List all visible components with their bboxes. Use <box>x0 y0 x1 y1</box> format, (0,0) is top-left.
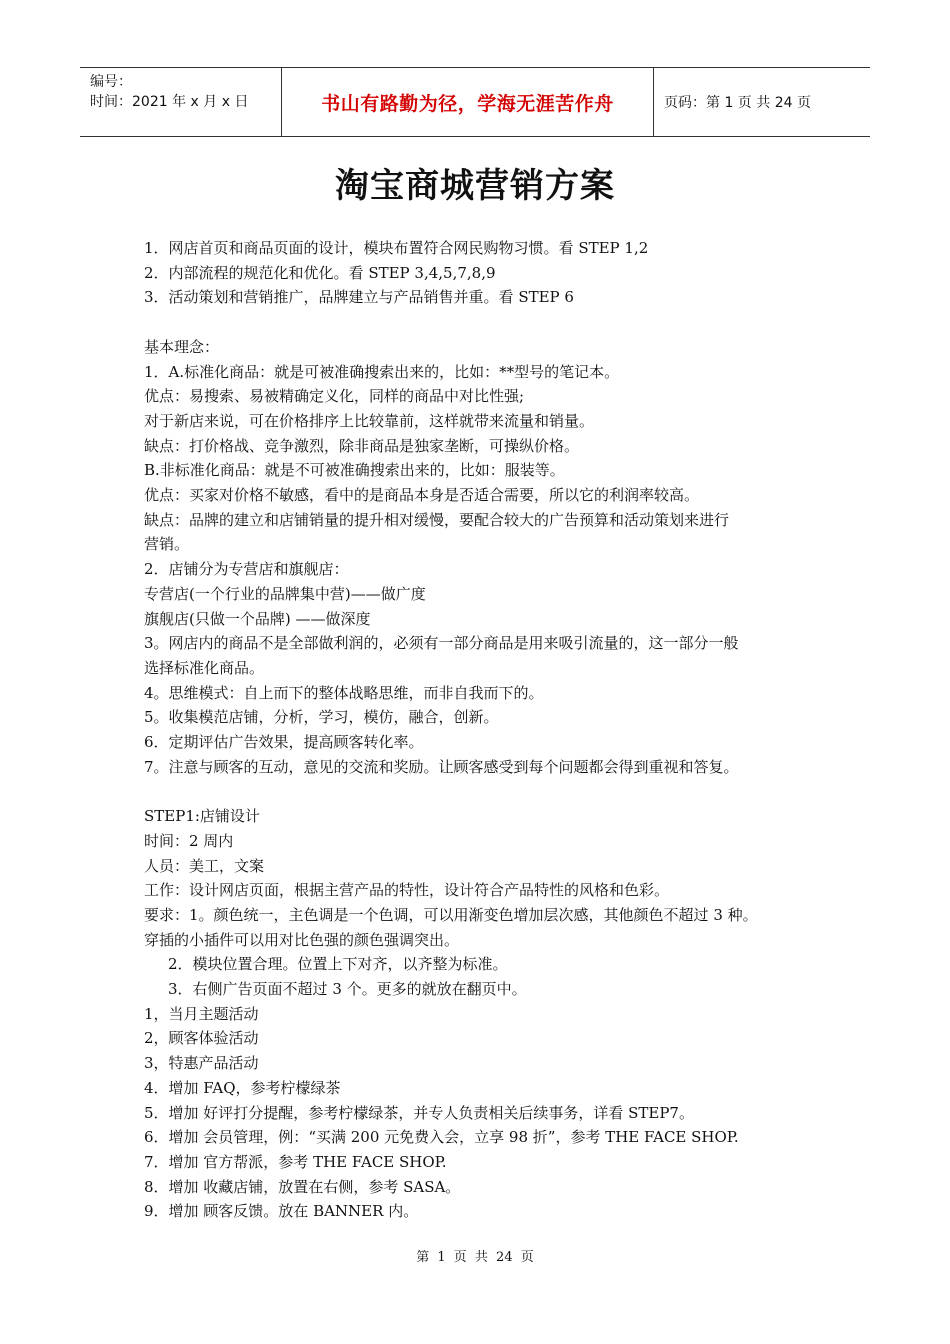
body-line: B.非标准化商品：就是不可被准确搜索出来的，比如：服装等。 <box>144 461 565 480</box>
header-page-cell <box>654 68 870 136</box>
body-line: 专营店(一个行业的品牌集中营)——做广度 <box>144 584 426 603</box>
header-slogan: 书山有路勤为径，学海无涯苦作舟 <box>321 92 614 115</box>
body-line: 7。注意与顾客的互动，意见的交流和奖励。让顾客感受到每个问题都会得到重视和答复。 <box>144 757 739 776</box>
body-line: 优点：买家对价格不敏感，看中的是商品本身是否适合需要，所以它的利润率较高。 <box>144 486 700 505</box>
document-time-label: 时间：2021 年 x 月 x 日 <box>90 94 249 110</box>
body-line: 缺点：品牌的建立和店铺销量的提升相对缓慢，要配合较大的广告预算和活动策划来进行 <box>144 510 730 529</box>
document-number-label: 编号： <box>90 74 132 90</box>
body-line: 基本理念： <box>144 337 220 356</box>
header-table <box>80 67 870 137</box>
body-line: 4．增加 FAQ，参考柠檬绿茶 <box>144 1078 341 1097</box>
body-line: 要求：1。颜色统一，主色调是一个色调，可以用渐变色增加层次感，其他颜色不超过 3 种。 <box>144 905 758 924</box>
body-line: 6．定期评估广告效果，提高顾客转化率。 <box>144 733 424 752</box>
body-line: 2．模块位置合理。位置上下对齐，以齐整为标准。 <box>168 955 508 974</box>
body-line: 营销。 <box>144 535 190 554</box>
body-line: 旗舰店(只做一个品牌) ——做深度 <box>144 609 371 628</box>
blank-line <box>144 310 824 335</box>
body-line: 穿插的小插件可以用对比色强的颜色强调突出。 <box>144 930 460 949</box>
body-line: 2．店铺分为专营店和旗舰店： <box>144 560 349 579</box>
body-line: 4。思维模式：自上而下的整体战略思维，而非自我而下的。 <box>144 683 544 702</box>
body-line: 7．增加 官方帮派，参考 THE FACE SHOP. <box>144 1152 447 1171</box>
body-line: 2，顾客体验活动 <box>144 1029 259 1048</box>
body-line: 9．增加 顾客反馈。放在 BANNER 内。 <box>144 1202 419 1221</box>
body-line: 3，特惠产品活动 <box>144 1054 259 1073</box>
blank-line <box>144 779 824 804</box>
body-line: 选择标准化商品。 <box>144 658 265 677</box>
body-line: 工作：设计网店页面，根据主营产品的特性，设计符合产品特性的风格和色彩。 <box>144 881 670 900</box>
body-line: 1．A.标准化商品：就是可被准确搜索出来的，比如：**型号的笔记本。 <box>144 362 620 381</box>
body-line: STEP1:店铺设计 <box>144 807 260 826</box>
body-line: 8．增加 收藏店铺，放置在右侧，参考 SASA。 <box>144 1177 461 1196</box>
body-line: 对于新店来说，可在价格排序上比较靠前，这样就带来流量和销量。 <box>144 411 595 430</box>
body-line: 1，当月主题活动 <box>144 1004 259 1023</box>
page-footer: 第 1 页 共 24 页 <box>416 1250 534 1265</box>
header-page-info: 页码：第 1 页 共 24 页 <box>664 95 811 111</box>
body-line: 时间：2 周内 <box>144 831 234 850</box>
body-line: 6．增加 会员管理，例：“买满 200 元免费入会，立享 98 折”，参考 THE FACE SHOP. <box>144 1128 739 1147</box>
body-line: 1．网店首页和商品页面的设计，模块布置符合网民购物习惯。看 STEP 1,2 <box>144 239 649 257</box>
body-line: 缺点：打价格战、竞争激烈，除非商品是独家垄断，可操纵价格。 <box>144 436 580 455</box>
header-slogan-cell <box>282 68 654 136</box>
body-line: 人员：美工，文案 <box>144 856 265 875</box>
header-meta-cell <box>80 68 282 136</box>
body-line: 5。收集模范店铺，分析，学习，模仿，融合，创新。 <box>144 708 499 727</box>
body-line: 5．增加 好评打分提醒，参考柠檬绿茶，并专人负责相关后续事务，详看 STEP7。 <box>144 1103 694 1122</box>
body-line: 优点：易搜索、易被精确定义化，同样的商品中对比性强; <box>144 387 525 406</box>
document-body <box>144 236 824 1224</box>
body-line: 3。网店内的商品不是全部做利润的，必须有一部分商品是用来吸引流量的，这一部分一般 <box>144 634 739 653</box>
document-title: 淘宝商城营销方案 <box>335 166 615 206</box>
body-line: 3．右侧广告页面不超过 3 个。更多的就放在翻页中。 <box>168 980 527 999</box>
body-line: 2．内部流程的规范化和优化。看 STEP 3,4,5,7,8,9 <box>144 263 496 282</box>
body-line: 3．活动策划和营销推广，品牌建立与产品销售并重。看 STEP 6 <box>144 288 574 307</box>
